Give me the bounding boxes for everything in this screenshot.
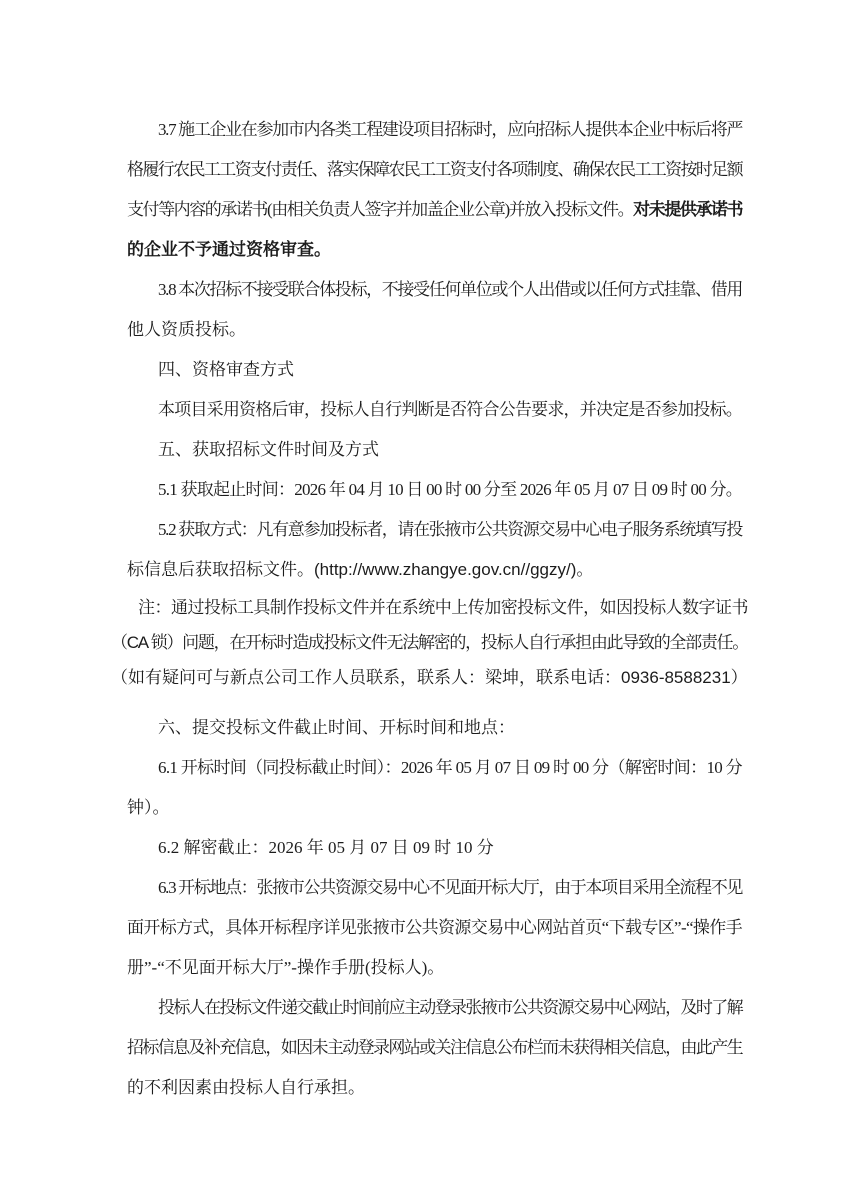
clause-3-8-line-2 bbox=[127, 310, 742, 350]
document-text: 注：通过投标工具制作投标文件并在系统中上传加密投标文件，如因投标人数字证书 bbox=[138, 598, 748, 617]
document-text: 5.1 获取起止时间：2026 年 04 月 10 日 00 时 00 分至 2026 年 05 月 07 日 09 时 00 分。 bbox=[158, 480, 743, 499]
latin-text: CA bbox=[126, 633, 148, 652]
closing-notice-line-2 bbox=[127, 1028, 742, 1068]
section-4-heading bbox=[127, 350, 742, 390]
latin-text: 0936-8588231 bbox=[621, 668, 731, 687]
clause-6-3-line-1 bbox=[127, 868, 742, 908]
closing-notice-line-1 bbox=[127, 988, 742, 1028]
document-text: 六、提交投标文件截止时间、开标时间和地点： bbox=[158, 718, 515, 737]
clause-5-2-line-1 bbox=[127, 510, 742, 550]
document-text: 6.1 开标时间（同投标截止时间）：2026 年 05 月 07 日 09 时 00 分（解密时间：10 分 bbox=[158, 758, 742, 777]
clause-6-1-line-1 bbox=[127, 748, 742, 788]
website-url: (http://www.zhangye.gov.cn//ggzy/) bbox=[314, 560, 577, 579]
bold-warning-text: 对未提供承诺书 bbox=[633, 200, 742, 219]
note-line-3 bbox=[111, 660, 748, 695]
document-text: 标信息后获取招标文件。 bbox=[127, 560, 314, 579]
clause-5-1 bbox=[127, 470, 742, 510]
document-text: 。 bbox=[576, 560, 594, 579]
clause-4-1 bbox=[127, 390, 742, 430]
document-text: 3.7 施工企业在参加市内各类工程建设项目招标时，应向招标人提供本企业中标后将严 bbox=[158, 120, 743, 139]
document-text: 四、资格审查方式 bbox=[158, 360, 294, 379]
document-text: 的不利因素由投标人自行承担。 bbox=[127, 1078, 365, 1097]
document-text: ） bbox=[730, 668, 748, 687]
document-text: 6.3 开标地点：张掖市公共资源交易中心不见面开标大厅，由于本项目采用全流程不见 bbox=[158, 878, 743, 897]
clause-3-7-line-4 bbox=[127, 230, 742, 270]
document-text: 支付等内容的承诺书(由相关负责人签字并加盖企业公章)并放入投标文件。 bbox=[127, 200, 634, 219]
document-text: 五、获取招标文件时间及方式 bbox=[158, 440, 379, 459]
document-text: 面开标方式，具体开标程序详见张掖市公共资源交易中心网站首页“下载专区”-“操作手 bbox=[127, 918, 743, 937]
document-text: （如有疑问可与新点公司工作人员联系，联系人：梁坤，联系电话： bbox=[111, 668, 621, 687]
document-text: 格履行农民工工资支付责任、落实保障农民工工资支付各项制度、确保农民工工资按时足额 bbox=[127, 160, 742, 179]
document-text: 投标人在投标文件递交截止时间前应主动登录张掖市公共资源交易中心网站，及时了解 bbox=[158, 998, 742, 1017]
document-text: 3.8 本次招标不接受联合体投标，不接受任何单位或个人出借或以任何方式挂靠、借用 bbox=[158, 280, 743, 299]
document-text: （ bbox=[111, 633, 127, 652]
clause-3-7-line-3 bbox=[127, 190, 742, 230]
section-6-heading bbox=[127, 708, 742, 748]
document-text: 本项目采用资格后审，投标人自行判断是否符合公告要求，并决定是否参加投标。 bbox=[158, 400, 742, 419]
document-text: 招标信息及补充信息，如因未主动登录网站或关注信息公布栏而未获得相关信息，由此产生 bbox=[127, 1038, 742, 1057]
closing-notice-line-3 bbox=[127, 1068, 742, 1108]
clause-3-8-line-1 bbox=[127, 270, 742, 310]
clause-6-3-line-3 bbox=[127, 948, 742, 988]
clause-3-7-line-1 bbox=[127, 110, 742, 150]
section-5-heading bbox=[127, 430, 742, 470]
document-text: 他人资质投标。 bbox=[127, 320, 246, 339]
document-text: 钟）。 bbox=[127, 798, 170, 817]
clause-6-3-line-2 bbox=[127, 908, 742, 948]
clause-6-1-line-2 bbox=[127, 788, 742, 828]
document-text: 6.2 解密截止：2026 年 05 月 07 日 09 时 10 分 bbox=[158, 838, 494, 857]
bold-warning-text: 的企业不予通过资格审查。 bbox=[127, 240, 331, 259]
clause-6-2 bbox=[127, 828, 742, 868]
note-line-1 bbox=[111, 590, 748, 625]
document-text: 5.2 获取方式：凡有意参加投标者，请在张掖市公共资源交易中心电子服务系统填写投 bbox=[158, 520, 743, 539]
note-line-2 bbox=[111, 625, 748, 660]
clause-5-2-line-2 bbox=[127, 550, 742, 590]
clause-3-7-line-2 bbox=[127, 150, 742, 190]
document-text: 锁）问题，在开标时造成投标文件无法解密的，投标人自行承担由此导致的全部责任。 bbox=[147, 633, 748, 652]
document-text: 册”-“不见面开标大厅”-操作手册(投标人)。 bbox=[127, 958, 445, 977]
